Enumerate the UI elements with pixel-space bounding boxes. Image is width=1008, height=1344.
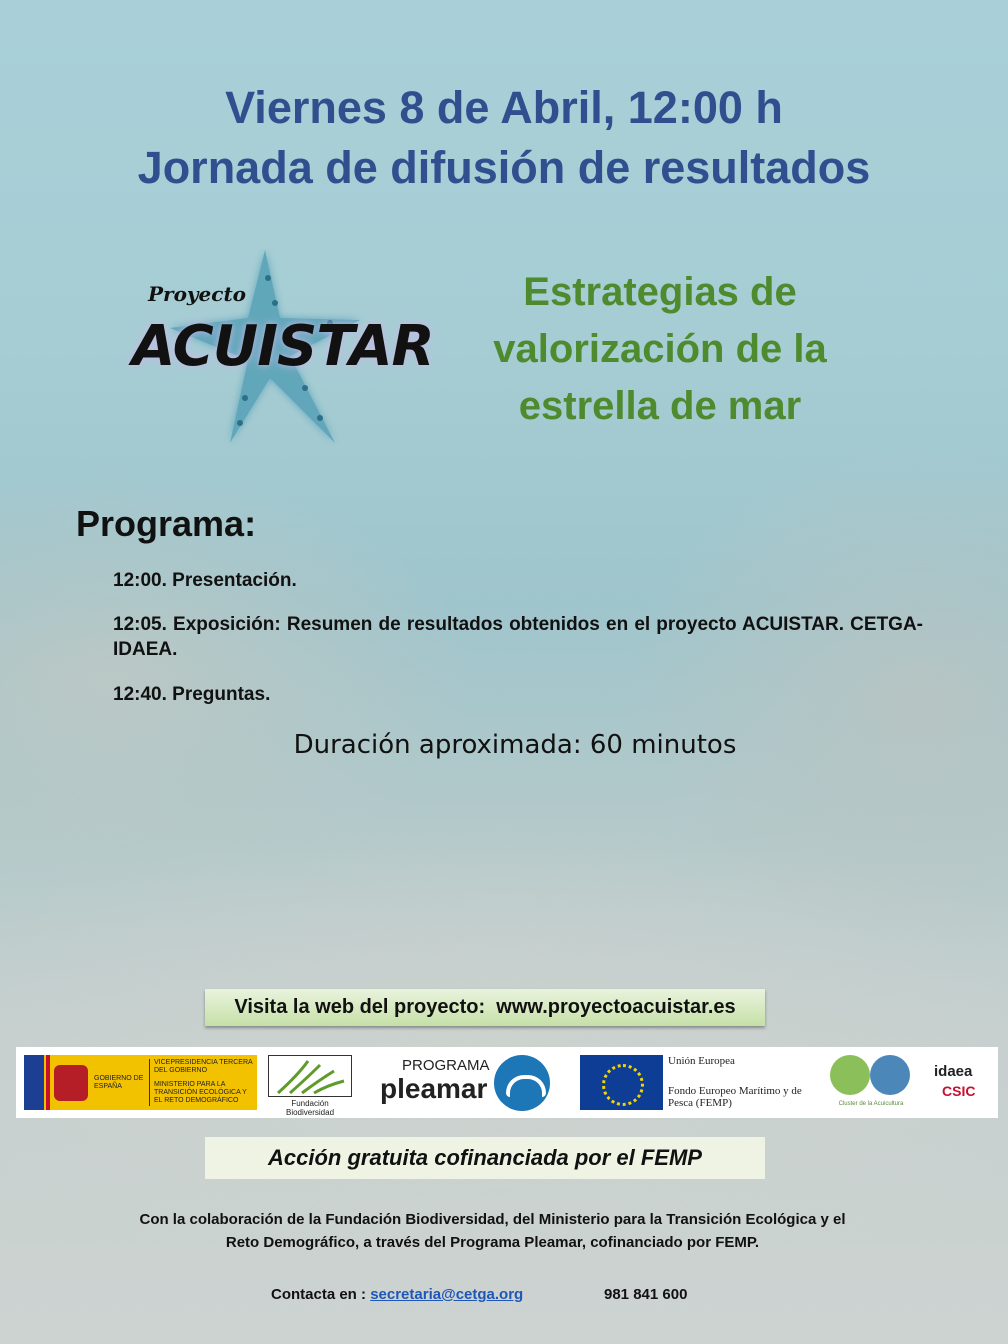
contact-phone: 981 841 600 <box>604 1286 688 1303</box>
contact-email-link[interactable]: secretaria@cetga.org <box>370 1286 524 1303</box>
website-banner <box>205 989 765 1026</box>
cluster-text: Cluster de la Acuicultura <box>838 1101 904 1107</box>
idaea-csic-logo <box>932 1059 992 1109</box>
program-item: 12:00. Presentación. <box>113 570 297 591</box>
vicepresidencia-text: VICEPRESIDENCIA TERCERA DEL GOBIERNO <box>154 1059 253 1074</box>
contact-line <box>271 1286 523 1303</box>
contact-label: Contacta en : <box>271 1286 367 1303</box>
project-subtitle <box>470 264 850 435</box>
ue-text: Unión Europea <box>668 1055 735 1067</box>
program-item: 12:05. Exposición: Resumen de resultados obtenidos en el proyecto ACUISTAR. CETGA-IDAEA. <box>113 614 923 660</box>
cluster-circle-icon <box>870 1055 910 1095</box>
sponsor-logos <box>16 1047 998 1118</box>
eu-flag-icon <box>580 1055 663 1110</box>
wave-shape <box>506 1075 546 1097</box>
event-date-title: Viernes 8 de Abril, 12:00 h <box>225 82 783 133</box>
ministerio-text: MINISTERIO PARA LA TRANSICIÓN ECOLÓGICA Y EL RETO DEMOGRÁFICO <box>154 1081 247 1104</box>
subtitle-line: valorización de la <box>493 327 827 371</box>
cluster-circle-icon <box>830 1055 870 1095</box>
divider <box>149 1059 150 1106</box>
eu-stripe <box>24 1055 44 1110</box>
csic-text: CSIC <box>942 1083 976 1099</box>
event-title: Jornada de difusión de resultados <box>137 142 871 193</box>
program-item: 12:40. Preguntas. <box>113 684 271 705</box>
idaea-text: idaea <box>934 1063 973 1080</box>
collaboration-line: Reto Demográfico, a través del Programa Pleamar, cofinanciado por FEMP. <box>225 1234 760 1251</box>
website-label: Visita la web del proyecto: <box>234 996 486 1018</box>
eu-stars-icon <box>602 1064 644 1106</box>
fundacion-text: Fundación Biodiversidad <box>285 1099 335 1117</box>
cluster-acuicultura-logo <box>826 1053 916 1113</box>
collaboration-text <box>0 1208 985 1254</box>
duration-text: Duración aproximada: 60 minutos <box>293 730 737 760</box>
logo-acuistar-text: ACUISTAR <box>132 314 434 379</box>
collaboration-line: Con la colaboración de la Fundación Biodiversidad, del Ministerio para la Transición Ecológica y el <box>139 1211 846 1228</box>
pleamar-text: pleamar <box>380 1073 488 1104</box>
fundacion-biodiversidad-logo <box>268 1055 352 1117</box>
flag-stripe <box>46 1055 50 1110</box>
gobierno-logo <box>24 1055 257 1110</box>
logo-proyecto-text: Proyecto <box>148 282 247 306</box>
subtitle-line: estrella de mar <box>518 384 802 428</box>
femp-text: Fondo Europeo Marítimo y de Pesca (FEMP) <box>668 1085 802 1109</box>
grass-icon <box>268 1055 352 1097</box>
gobierno-text: GOBIERNO DE ESPAÑA <box>94 1075 144 1090</box>
programa-heading: Programa: <box>76 503 257 544</box>
acuistar-logo <box>130 248 450 448</box>
wave-icon <box>494 1055 550 1111</box>
pleamar-programa-text: PROGRAMA <box>402 1057 490 1074</box>
coat-of-arms-icon <box>54 1065 88 1101</box>
subtitle-line: Estrategias de <box>523 270 797 314</box>
femp-cofinancing-note: Acción gratuita cofinanciada por el FEMP <box>205 1137 765 1179</box>
pleamar-logo <box>380 1055 550 1111</box>
website-link[interactable]: www.proyectoacuistar.es <box>496 996 736 1018</box>
